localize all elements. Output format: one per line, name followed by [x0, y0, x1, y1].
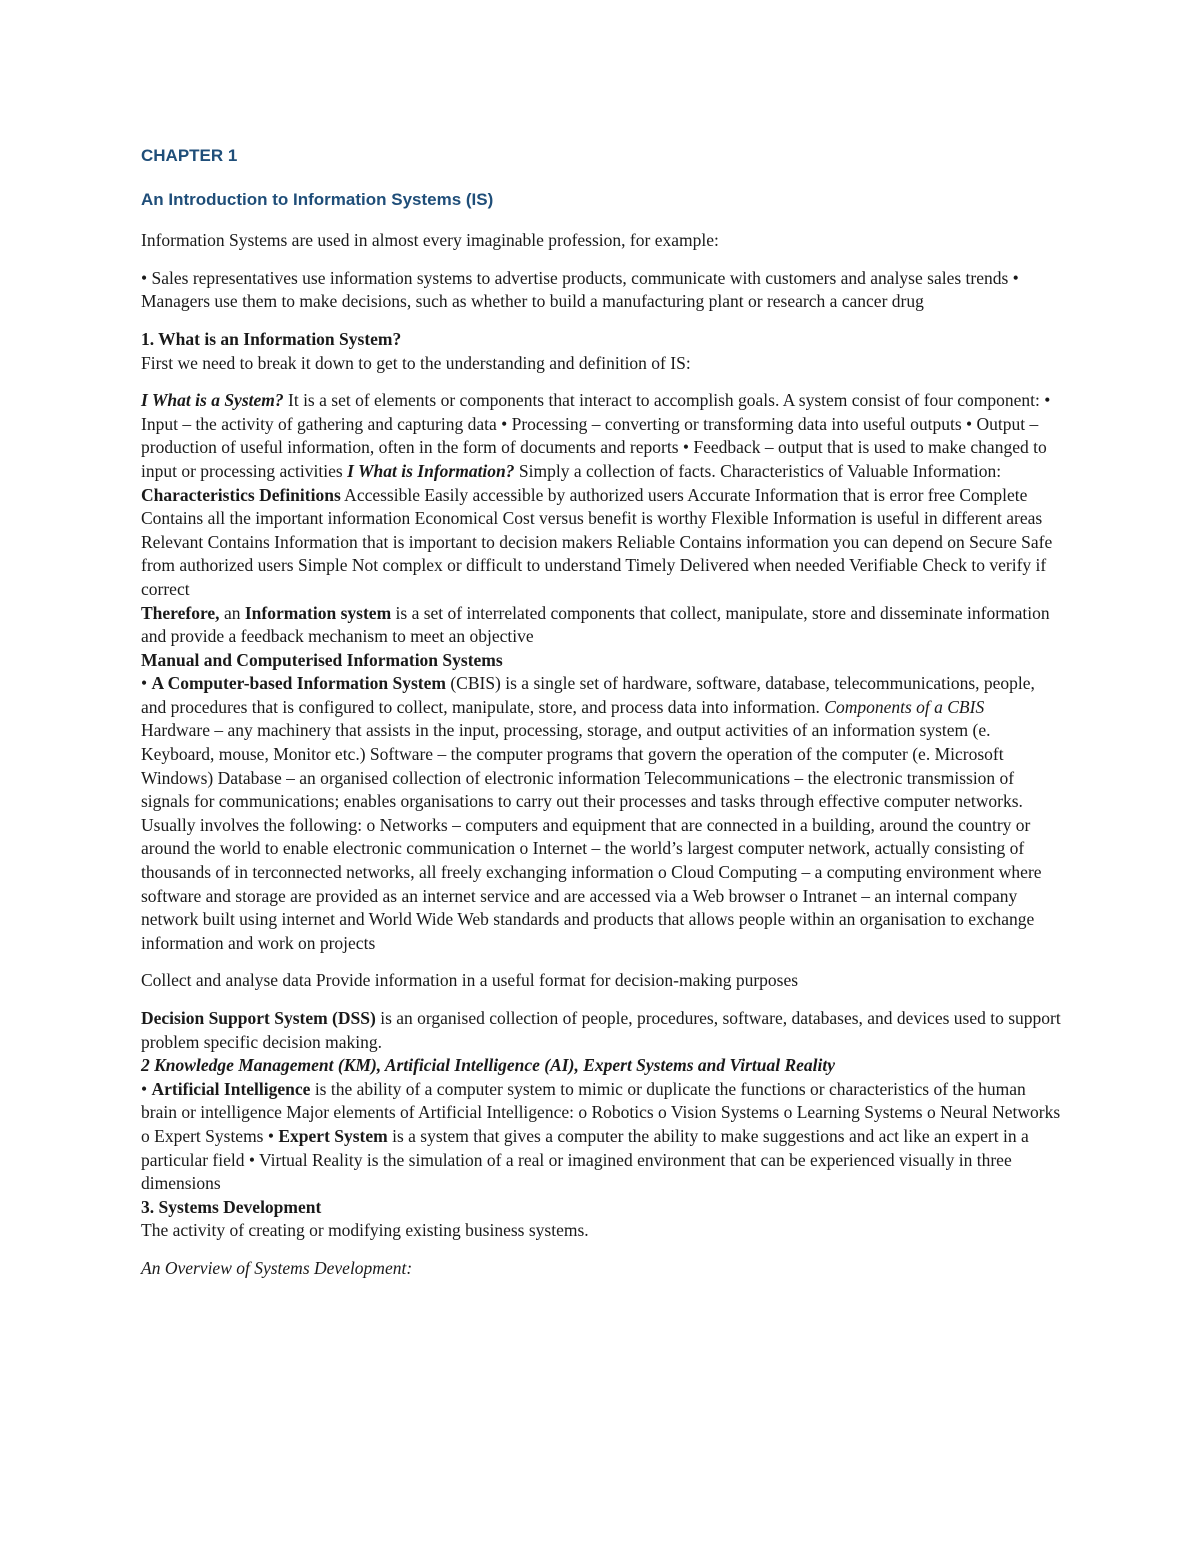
cbis-components-label: Components of a CBIS [824, 696, 985, 717]
therefore-connector: an [219, 602, 245, 623]
section-3-heading-text: 3. Systems Development [141, 1196, 322, 1217]
section-3-text: The activity of creating or modifying existing business systems. [141, 1220, 589, 1241]
therefore-paragraph [141, 602, 1061, 649]
manual-computerised-heading [141, 649, 1061, 673]
expert-system-term: Expert System [278, 1125, 388, 1146]
chapter-label: CHAPTER 1 [141, 146, 238, 165]
document-page [141, 140, 1061, 1281]
cbis-text: is a single set of hardware, software, database, telecommunications, people, and procedures that is configured to collect, manipulate, store, and process data into information. [141, 673, 1035, 717]
bullet: • [141, 673, 152, 694]
overview-label-text: An Overview of Systems Development: [141, 1257, 413, 1278]
dss-text: is an organised collection of people, procedures, software, databases, and devices used to support problem specific decision making. [141, 1008, 1061, 1052]
system-text: It is a set of elements or components that interact to accomplish goals. A system consist of four component: • Input – the activity of gathering and capturing data • Processing – converting or transforming data into useful outputs • Output – production of useful information, often in the form of documents and reports • Feedback – output that is used to make changed to input or processing activities [141, 390, 1051, 481]
overview-label [141, 1257, 1061, 1281]
therefore-text: is a set of interrelated components that collect, manipulate, store and disseminate information and provide a feedback mechanism to meet an objective [141, 602, 1050, 647]
cbis-term: A Computer-based Information System [151, 673, 446, 694]
characteristics-heading: Characteristics Definitions [141, 484, 341, 505]
components-paragraph: Hardware – any machinery that assists in the input, processing, storage, and output activities of an information system (e. Keyboard, mouse, Monitor etc.) Software – the computer programs that govern the operation of the computer (e. Microsoft Windows) Database – an organised collection of electronic information Telecommunications – the electronic transmission of signals for communications; enables organisations to carry out their processes and tasks through effective computer networks. Usually involves the following: o Networks – computers and equipment that are connected in a building, around the country or around the world to enable electronic communication o Internet – the world’s largest computer network, actually consisting of thousands of in terconnected networks, all freely exchanging information o Cloud Computing – a computing environment where software and storage are provided as an internet service and are accessed via a Web browser o Intranet – an internal company network built using internet and World Wide Web standards and products that allows people within an organisation to exchange information and work on projects [141, 720, 1042, 953]
section-1-heading [141, 328, 1061, 352]
system-definition-paragraph [141, 389, 1061, 601]
information-text: Simply a collection of facts. Characteristics of Valuable Information: [514, 460, 1002, 481]
manual-computerised-heading-text: Manual and Computerised Information Systems [141, 649, 503, 670]
system-question: I What is a System? [141, 390, 284, 411]
bullet: • [141, 1078, 152, 1099]
information-system-term: Information system [244, 602, 392, 623]
characteristics-text: Accessible Easily accessible by authorized users Accurate Information that is error free Complete Contains all the important information Economical Cost versus benefit is worthy Flexible Information is useful in different areas Relevant Contains Information that is important to decision makers Reliable Contains information you can depend on Secure Safe from authorized users Simple Not complex or difficult to understand Timely Delivered when needed Verifiable Check to verify if correct [141, 484, 1053, 599]
cbis-paragraph [141, 672, 1061, 719]
dss-term: Decision Support System (DSS) [141, 1008, 376, 1028]
dss-paragraph [141, 1007, 1061, 1054]
cbis-abbr: (CBIS) [445, 673, 501, 694]
collect-paragraph: Collect and analyse data Provide information in a useful format for decision-making purposes [141, 970, 799, 991]
intro-paragraph: Information Systems are used in almost every imaginable profession, for example: [141, 230, 719, 251]
ai-paragraph [141, 1078, 1061, 1196]
ai-term: Artificial Intelligence [151, 1078, 311, 1099]
section-3-heading [141, 1196, 1061, 1220]
ai-text: is the ability of a computer system to mimic or duplicate the functions or characteristics of the human brain or intelligence Major elements of Artificial Intelligence: o Robotics o Vision Systems o Learning Systems o Neural Networks o Expert Systems • [141, 1078, 1061, 1146]
expert-system-text: is a system that gives a computer the ability to make suggestions and act like an expert in a particular field • Virtual Reality is the simulation of a real or imagined environment that can be experienced visually in three dimensions [141, 1125, 1029, 1194]
section-2-heading [141, 1054, 1061, 1078]
section-1-lead: First we need to break it down to get to the understanding and definition of IS: [141, 352, 691, 373]
examples-paragraph: • Sales representatives use information systems to advertise products, communicate with customers and analyse sales trends • Managers use them to make decisions, such as whether to build a manufacturing plant or research a cancer drug [141, 267, 1019, 312]
therefore-label: Therefore, [141, 602, 220, 623]
section-2-heading-text: 2 Knowledge Management (KM), Artificial Intelligence (AI), Expert Systems and Virtual Reality [141, 1055, 836, 1076]
document-title: An Introduction to Information Systems (IS) [141, 189, 494, 209]
information-question: I What is Information? [347, 460, 515, 481]
section-1-heading-text: 1. What is an Information System? [141, 328, 402, 349]
